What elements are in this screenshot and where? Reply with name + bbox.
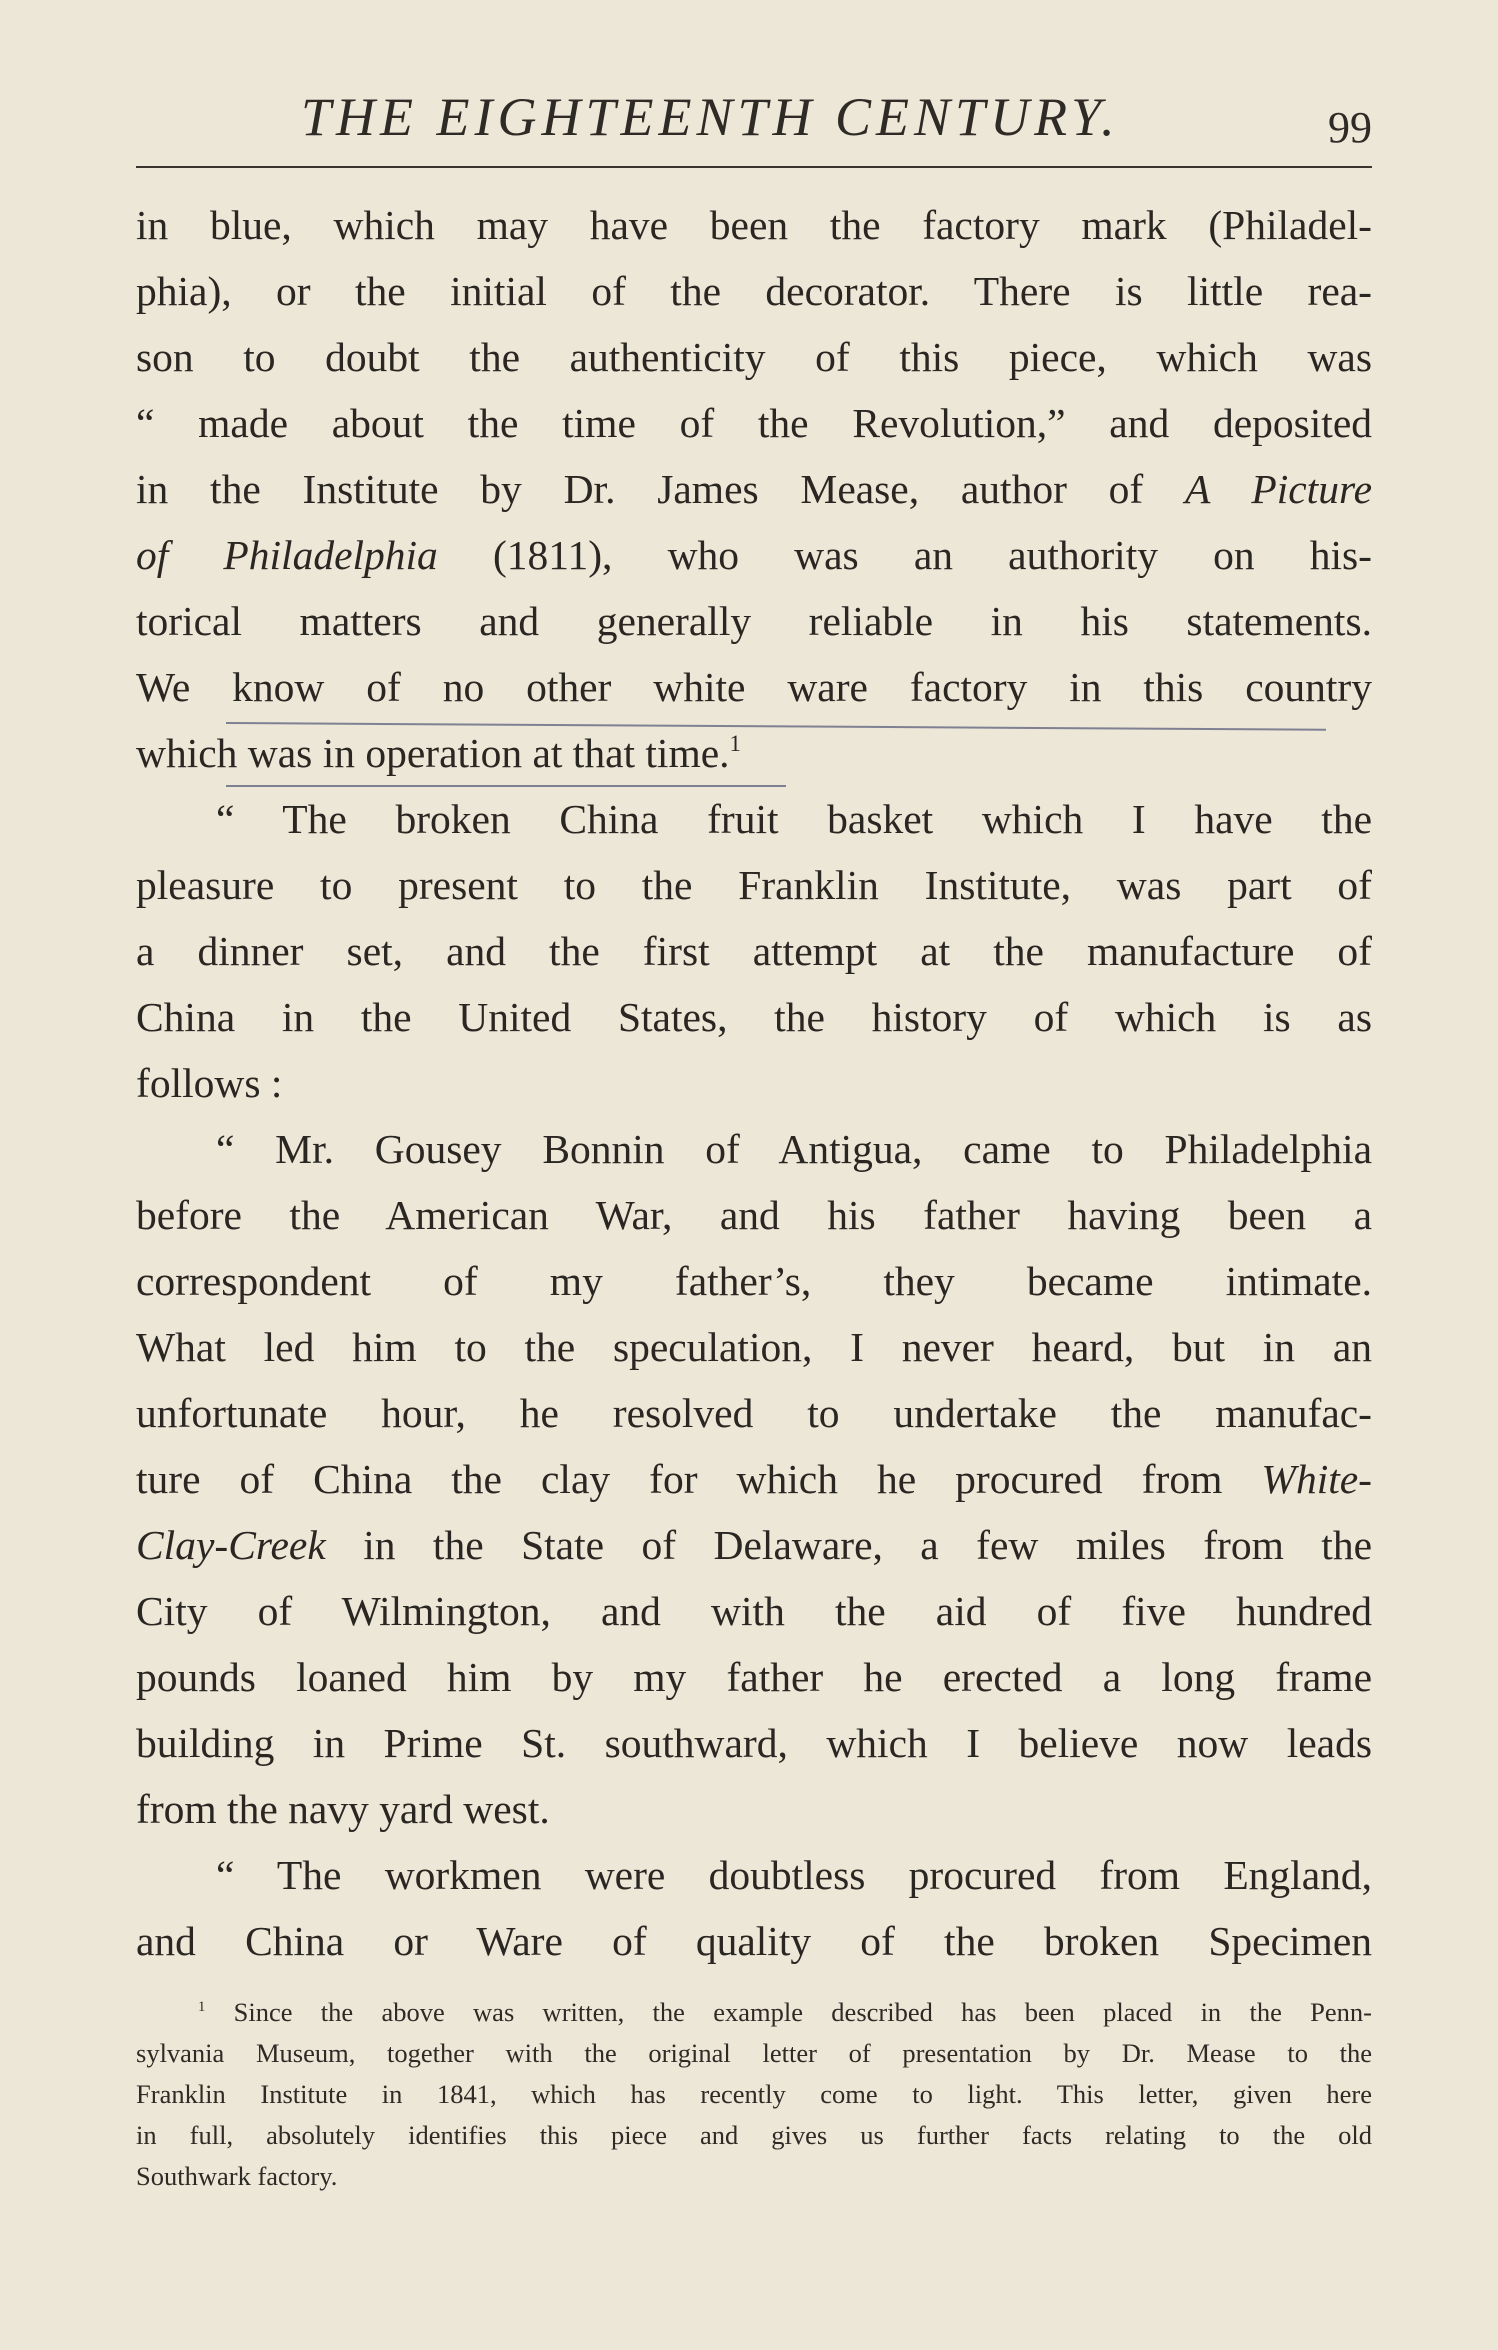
text-line-with-place [136, 1446, 1372, 1512]
text-segment: which was in operation at that time. [136, 730, 730, 776]
footnote-line: sylvania Museum, together with the original letter of presentation by Dr. Mease to the [136, 2038, 1372, 2068]
text-line: pounds loaned him by my father he erected a long frame [136, 1654, 1372, 1700]
body-text [136, 192, 1372, 1974]
text-segment: in the Institute by Dr. James Mease, author of [136, 466, 1186, 512]
text-line: What led him to the speculation, I never heard, but in an [136, 1324, 1372, 1370]
footnote-line: in full, absolutely identifies this piece and gives us further facts relating to the old [136, 2120, 1372, 2150]
text-line: correspondent of my father’s, they became intimate. [136, 1258, 1372, 1304]
pencil-underline [226, 785, 786, 787]
place-name-part2: Clay-Creek [136, 1522, 326, 1568]
text-line: a dinner set, and the first attempt at the manufacture of [136, 928, 1372, 974]
text-line: son to doubt the authenticity of this piece, which was [136, 334, 1372, 380]
text-segment: Since the above was written, the example described has been placed in the Penn- [233, 1997, 1373, 2027]
text-line: phia), or the initial of the decorator. There is little rea- [136, 268, 1372, 314]
footnote-marker: 1 [198, 1998, 206, 2015]
text-segment: (1811), who was an authority on his- [492, 532, 1373, 578]
footnote-line: Southwark factory. [136, 2161, 338, 2191]
text-line: and China or Ware of quality of the broken Specimen [136, 1918, 1372, 1964]
page-header [136, 82, 1372, 162]
text-line: before the American War, and his father having been a [136, 1192, 1372, 1238]
text-line: follows : [136, 1060, 283, 1106]
text-line: “ Mr. Gousey Bonnin of Antigua, came to Philadelphia [216, 1126, 1372, 1172]
place-name-part1: White- [1261, 1456, 1372, 1502]
text-line: from the navy yard west. [136, 1786, 550, 1832]
text-line: “ made about the time of the Revolution,” and deposited [136, 400, 1372, 446]
text-line: torical matters and generally reliable in his statements. [136, 598, 1372, 644]
page-number: 99 [1328, 103, 1372, 152]
footnote-line: Franklin Institute in 1841, which has recently come to light. This letter, given here [136, 2079, 1372, 2109]
header-rule [136, 166, 1372, 168]
footnote [136, 1992, 1372, 2197]
text-line: City of Wilmington, and with the aid of five hundred [136, 1588, 1372, 1634]
text-line: unfortunate hour, he resolved to undertake the manufac- [136, 1390, 1372, 1436]
text-line-with-footnote-ref [136, 720, 1372, 786]
text-line: in blue, which may have been the factory mark (Philadel- [136, 202, 1372, 248]
text-segment: ture of China the clay for which he procured from [136, 1456, 1262, 1502]
text-segment: in the State of Delaware, a few miles from the [363, 1522, 1373, 1568]
book-title-part2: of Philadelphia [136, 532, 438, 578]
text-line: We know of no other white ware factory in this country [136, 664, 1372, 710]
text-line: “ The broken China fruit basket which I have the [216, 796, 1372, 842]
text-line: China in the United States, the history of which is as [136, 994, 1372, 1040]
running-title: THE EIGHTEENTH CENTURY. [301, 87, 1120, 147]
text-line-with-title [136, 456, 1372, 522]
footnote-line [136, 1992, 1372, 2033]
footnote-reference: 1 [729, 731, 741, 757]
book-title-part1: A Picture [1185, 466, 1372, 512]
text-line-with-place [136, 1512, 1372, 1578]
text-line: pleasure to present to the Franklin Institute, was part of [136, 862, 1372, 908]
text-line: “ The workmen were doubtless procured from England, [216, 1852, 1372, 1898]
text-line: building in Prime St. southward, which I believe now leads [136, 1720, 1372, 1766]
text-line-with-title [136, 522, 1372, 588]
